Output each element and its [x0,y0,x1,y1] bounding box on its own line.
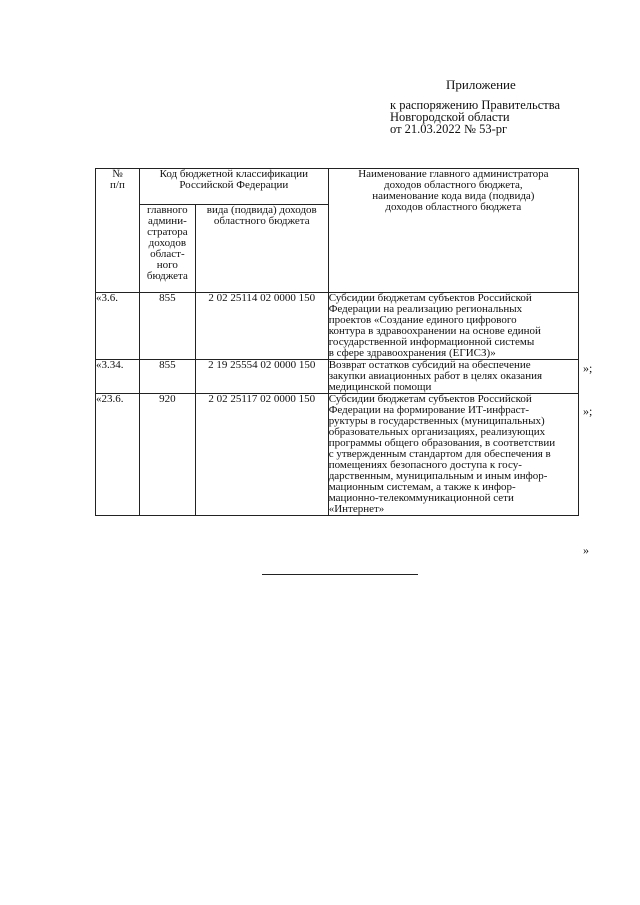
divider-line [262,574,418,575]
income-name [328,394,578,516]
name-line: образовательных организациях, реализующих [328,426,546,438]
income-code: 2 02 25117 02 0000 150 [195,394,328,516]
table-row [96,360,579,394]
admin-code: 920 [139,394,195,516]
name-line: «Интернет» [328,503,385,515]
name-line: контура в здравоохранении на основе единой [328,325,541,337]
name-line: закупки авиационных работ в целях оказания [328,370,543,382]
table-row [96,293,579,360]
column-header-admin: главного админи- стратора доходов област- ного бюджета [139,205,195,293]
name-line: медицинской помощи [328,381,432,393]
header-line-3: от 21.03.2022 № 53-рг [390,122,508,136]
income-code: 2 02 25114 02 0000 150 [195,293,328,360]
income-code: 2 19 25554 02 0000 150 [195,360,328,394]
name-line: Федерации на формирование ИТ-инфраст- [328,404,530,416]
name-line: руктуры в государственных (муниципальных) [328,415,545,427]
closing-quote-2: »; [583,404,593,418]
name-line: Субсидии бюджетам субъектов Российской [328,393,532,405]
budget-code-table [95,168,579,516]
income-name [328,360,578,394]
income-name [328,293,578,360]
name-line: Субсидии бюджетам субъектов Российской [328,292,532,304]
header-line-1: к распоряжению Правительства [390,98,561,112]
name-line: Федерации на реализацию региональных [328,303,523,315]
closing-quote-1: »; [583,361,593,375]
column-header-number: № п/п [96,169,140,293]
column-header-name: Наименование главного администратора доходов областного бюджета, наименование кода вида (подвида) доходов областного бюджета [328,169,578,293]
name-line: помещениях безопасного доступа к госу- [328,459,522,471]
name-line: дарственным, муниципальным и иным инфор- [328,470,548,482]
name-line: государственной информационной системы [328,336,535,348]
name-line: программы общего образования, в соответствии [328,437,556,449]
name-line: мационно-телекоммуникационной сети [328,492,514,504]
name-line: Возврат остатков субсидий на обеспечение [328,359,531,371]
admin-code: 855 [139,293,195,360]
name-line: с утвержденным стандартом для обеспечения в [328,448,551,460]
document-header [390,79,560,135]
header-line-2: Новгородской области [390,110,510,124]
table-row [96,394,579,516]
row-number: «3.34. [96,360,140,394]
appendix-title: Приложение [446,77,516,92]
name-line: мационным системам, а также к инфор- [328,481,516,493]
row-number: «23.6. [96,394,140,516]
admin-code: 855 [139,360,195,394]
closing-quote-3: » [583,543,589,557]
row-number: «3.6. [96,293,140,360]
name-line: проектов «Создание единого цифрового [328,314,517,326]
column-header-group: Код бюджетной классификации Российской Федерации [139,169,328,205]
name-line: в сфере здравоохранения (ЕГИСЗ)» [328,347,496,359]
column-header-code: вида (подвида) доходов областного бюджета [195,205,328,293]
